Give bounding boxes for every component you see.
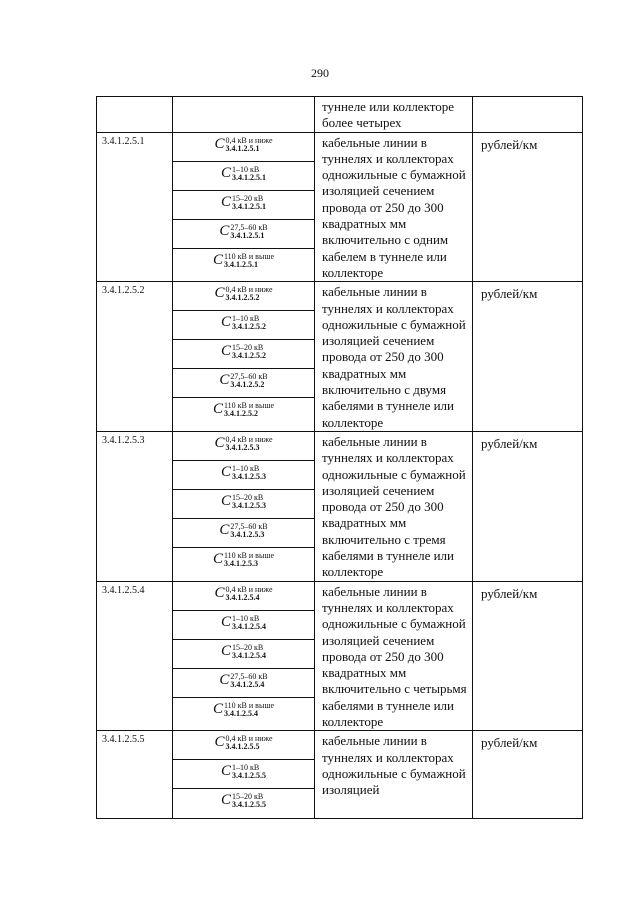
symbol-subcell	[173, 490, 314, 519]
symbol-subcell	[173, 432, 314, 461]
section-unit: рублей/км	[473, 132, 583, 282]
symbol-subscript: 3.4.1.2.5.2	[223, 409, 258, 419]
symbol-subscript: 3.4.1.2.5.2	[225, 293, 260, 303]
symbol-subcell	[173, 162, 314, 191]
symbol-subscript: 3.4.1.2.5.5	[232, 800, 266, 810]
symbol-superscript: 27,5–60 кВ	[230, 521, 268, 531]
symbol-subscript: 3.4.1.2.5.2	[232, 322, 266, 332]
symbol-subscript: 3.4.1.2.5.1	[225, 143, 260, 153]
symbol-subcell	[173, 249, 314, 278]
symbol-superscript: 15–20 кВ	[232, 642, 264, 652]
cost-symbol	[219, 672, 267, 689]
symbol-subcell	[173, 282, 314, 311]
symbol-subscript: 3.4.1.2.5.2	[232, 351, 266, 361]
cost-symbol	[221, 194, 266, 211]
cost-symbol	[214, 285, 272, 302]
cost-symbol	[221, 464, 266, 481]
symbol-base: C	[220, 763, 231, 780]
symbol-subcell	[173, 760, 314, 789]
symbol-base: C	[212, 251, 223, 268]
cost-symbol	[214, 136, 272, 153]
symbol-superscript: 0,4 кВ и ниже	[225, 434, 273, 444]
cost-symbol	[214, 435, 272, 452]
section-code: 3.4.1.2.5.2	[97, 282, 173, 432]
symbol-subcell	[173, 731, 314, 760]
symbol-superscript: 0,4 кВ и ниже	[225, 135, 273, 145]
symbol-base: C	[212, 401, 223, 418]
symbol-superscript: 15–20 кВ	[232, 343, 264, 353]
section-row	[97, 731, 583, 819]
symbol-subscript: 3.4.1.2.5.3	[232, 500, 266, 510]
symbol-superscript: 110 кВ и выше	[223, 251, 275, 261]
cost-symbol	[221, 493, 266, 510]
symbol-subscript: 3.4.1.2.5.5	[225, 742, 260, 752]
cost-symbol	[221, 165, 266, 182]
symbol-subcell	[173, 340, 314, 369]
symbol-base: C	[214, 135, 225, 152]
symbol-base: C	[220, 193, 231, 210]
symbol-base: C	[214, 434, 225, 451]
symbol-subcell	[173, 640, 314, 669]
symbol-superscript: 15–20 кВ	[232, 792, 264, 802]
cost-symbol	[213, 252, 274, 269]
page-number: 290	[311, 66, 329, 80]
symbol-superscript: 27,5–60 кВ	[230, 671, 268, 681]
section-row	[97, 132, 583, 282]
section-code: 3.4.1.2.5.5	[97, 731, 173, 819]
symbol-subcell	[173, 698, 314, 727]
cost-symbol	[221, 343, 266, 360]
symbol-base: C	[219, 222, 230, 239]
symbol-base: C	[219, 521, 230, 538]
symbol-base: C	[212, 550, 223, 567]
symbol-base: C	[220, 792, 231, 809]
symbol-subscript: 3.4.1.2.5.1	[232, 172, 266, 182]
continuation-row	[97, 97, 583, 133]
section-description: кабельные линии в туннелях и коллекторах одножильные с бумажной изоляцией сечением провода от 250 до 300 квадратных мм включительно с двумя кабелями в туннеле или коллекторе	[315, 282, 473, 432]
symbol-cell	[173, 97, 315, 133]
symbol-subscript: 3.4.1.2.5.1	[230, 230, 265, 240]
symbol-subcell	[173, 461, 314, 490]
symbol-subscript: 3.4.1.2.5.4	[223, 708, 258, 718]
symbol-superscript: 1–10 кВ	[232, 463, 260, 473]
cost-symbol	[213, 401, 274, 418]
symbol-superscript: 0,4 кВ и ниже	[225, 584, 273, 594]
symbol-superscript: 1–10 кВ	[232, 314, 260, 324]
section-description: кабельные линии в туннелях и коллекторах одножильные с бумажной изоляцией сечением провода от 250 до 300 квадратных мм включительно с одним кабелем в туннеле или коллекторе	[315, 132, 473, 282]
symbol-subscript: 3.4.1.2.5.4	[232, 621, 266, 631]
symbol-subcell	[173, 369, 314, 398]
section-code: 3.4.1.2.5.4	[97, 581, 173, 731]
symbol-cell	[173, 581, 315, 731]
symbol-subcell	[173, 191, 314, 220]
section-row	[97, 282, 583, 432]
symbol-base: C	[214, 734, 225, 751]
symbol-subcell	[173, 548, 314, 577]
symbol-subscript: 3.4.1.2.5.1	[232, 201, 266, 211]
cost-symbol	[219, 372, 267, 389]
cost-symbol	[221, 643, 266, 660]
symbol-subscript: 3.4.1.2.5.2	[230, 380, 265, 390]
symbol-subscript: 3.4.1.2.5.4	[232, 650, 266, 660]
cost-symbol	[214, 585, 272, 602]
symbol-subcell	[173, 669, 314, 698]
symbol-superscript: 110 кВ и выше	[223, 700, 275, 710]
symbol-subcell	[173, 311, 314, 340]
symbol-superscript: 0,4 кВ и ниже	[225, 734, 273, 744]
symbol-superscript: 1–10 кВ	[232, 613, 260, 623]
cost-symbol	[219, 522, 267, 539]
symbol-base: C	[220, 463, 231, 480]
cost-symbol	[221, 314, 266, 331]
symbol-subcell	[173, 582, 314, 611]
symbol-superscript: 27,5–60 кВ	[230, 222, 268, 232]
symbol-base: C	[220, 642, 231, 659]
symbol-base: C	[220, 613, 231, 630]
section-row	[97, 431, 583, 581]
symbol-subcell	[173, 398, 314, 427]
symbol-superscript: 1–10 кВ	[232, 763, 260, 773]
cost-symbol	[213, 701, 274, 718]
symbol-subcell	[173, 519, 314, 548]
section-description: кабельные линии в туннелях и коллекторах одножильные с бумажной изоляцией	[315, 731, 473, 819]
section-code: 3.4.1.2.5.1	[97, 132, 173, 282]
symbol-base: C	[214, 285, 225, 302]
cost-symbol	[221, 614, 266, 631]
cost-symbol	[221, 792, 266, 809]
symbol-base: C	[219, 671, 230, 688]
symbol-cell	[173, 431, 315, 581]
section-unit: рублей/км	[473, 731, 583, 819]
symbol-subscript: 3.4.1.2.5.3	[225, 442, 260, 452]
symbol-subcell	[173, 611, 314, 640]
symbol-cell	[173, 282, 315, 432]
tariff-table	[96, 96, 583, 819]
symbol-subscript: 3.4.1.2.5.3	[223, 558, 258, 568]
symbol-superscript: 15–20 кВ	[232, 193, 264, 203]
symbol-base: C	[220, 343, 231, 360]
symbol-subcell	[173, 789, 314, 818]
cost-symbol	[219, 223, 267, 240]
symbol-subscript: 3.4.1.2.5.1	[223, 259, 258, 269]
symbol-superscript: 0,4 кВ и ниже	[225, 285, 273, 295]
section-row	[97, 581, 583, 731]
symbol-subscript: 3.4.1.2.5.5	[232, 771, 266, 781]
cost-symbol	[221, 763, 266, 780]
section-description: кабельные линии в туннелях и коллекторах одножильные с бумажной изоляцией сечением провода от 250 до 300 квадратных мм включительно с четырьмя кабелями в туннеле или коллекторе	[315, 581, 473, 731]
symbol-cell	[173, 132, 315, 282]
description-cell: туннеле или коллекторе более четырех	[315, 97, 473, 133]
symbol-superscript: 110 кВ и выше	[223, 401, 275, 411]
symbol-subscript: 3.4.1.2.5.4	[225, 592, 260, 602]
symbol-base: C	[220, 492, 231, 509]
symbol-subcell	[173, 133, 314, 162]
section-code: 3.4.1.2.5.3	[97, 431, 173, 581]
symbol-base: C	[212, 700, 223, 717]
symbol-base: C	[220, 164, 231, 181]
symbol-subscript: 3.4.1.2.5.3	[230, 529, 265, 539]
symbol-base: C	[219, 372, 230, 389]
section-unit: рублей/км	[473, 282, 583, 432]
section-description: кабельные линии в туннелях и коллекторах одножильные с бумажной изоляцией сечением провода от 250 до 300 квадратных мм включительно с тремя кабелями в туннеле или коллекторе	[315, 431, 473, 581]
symbol-superscript: 27,5–60 кВ	[230, 372, 268, 382]
symbol-superscript: 1–10 кВ	[232, 164, 260, 174]
cost-symbol	[214, 734, 272, 751]
symbol-superscript: 110 кВ и выше	[223, 550, 275, 560]
symbol-subscript: 3.4.1.2.5.4	[230, 679, 265, 689]
code-cell	[97, 97, 173, 133]
symbol-cell	[173, 731, 315, 819]
symbol-base: C	[214, 584, 225, 601]
section-unit: рублей/км	[473, 431, 583, 581]
symbol-subscript: 3.4.1.2.5.3	[232, 471, 266, 481]
symbol-subcell	[173, 220, 314, 249]
unit-cell	[473, 97, 583, 133]
symbol-base: C	[220, 314, 231, 331]
symbol-superscript: 15–20 кВ	[232, 492, 264, 502]
section-unit: рублей/км	[473, 581, 583, 731]
cost-symbol	[213, 551, 274, 568]
